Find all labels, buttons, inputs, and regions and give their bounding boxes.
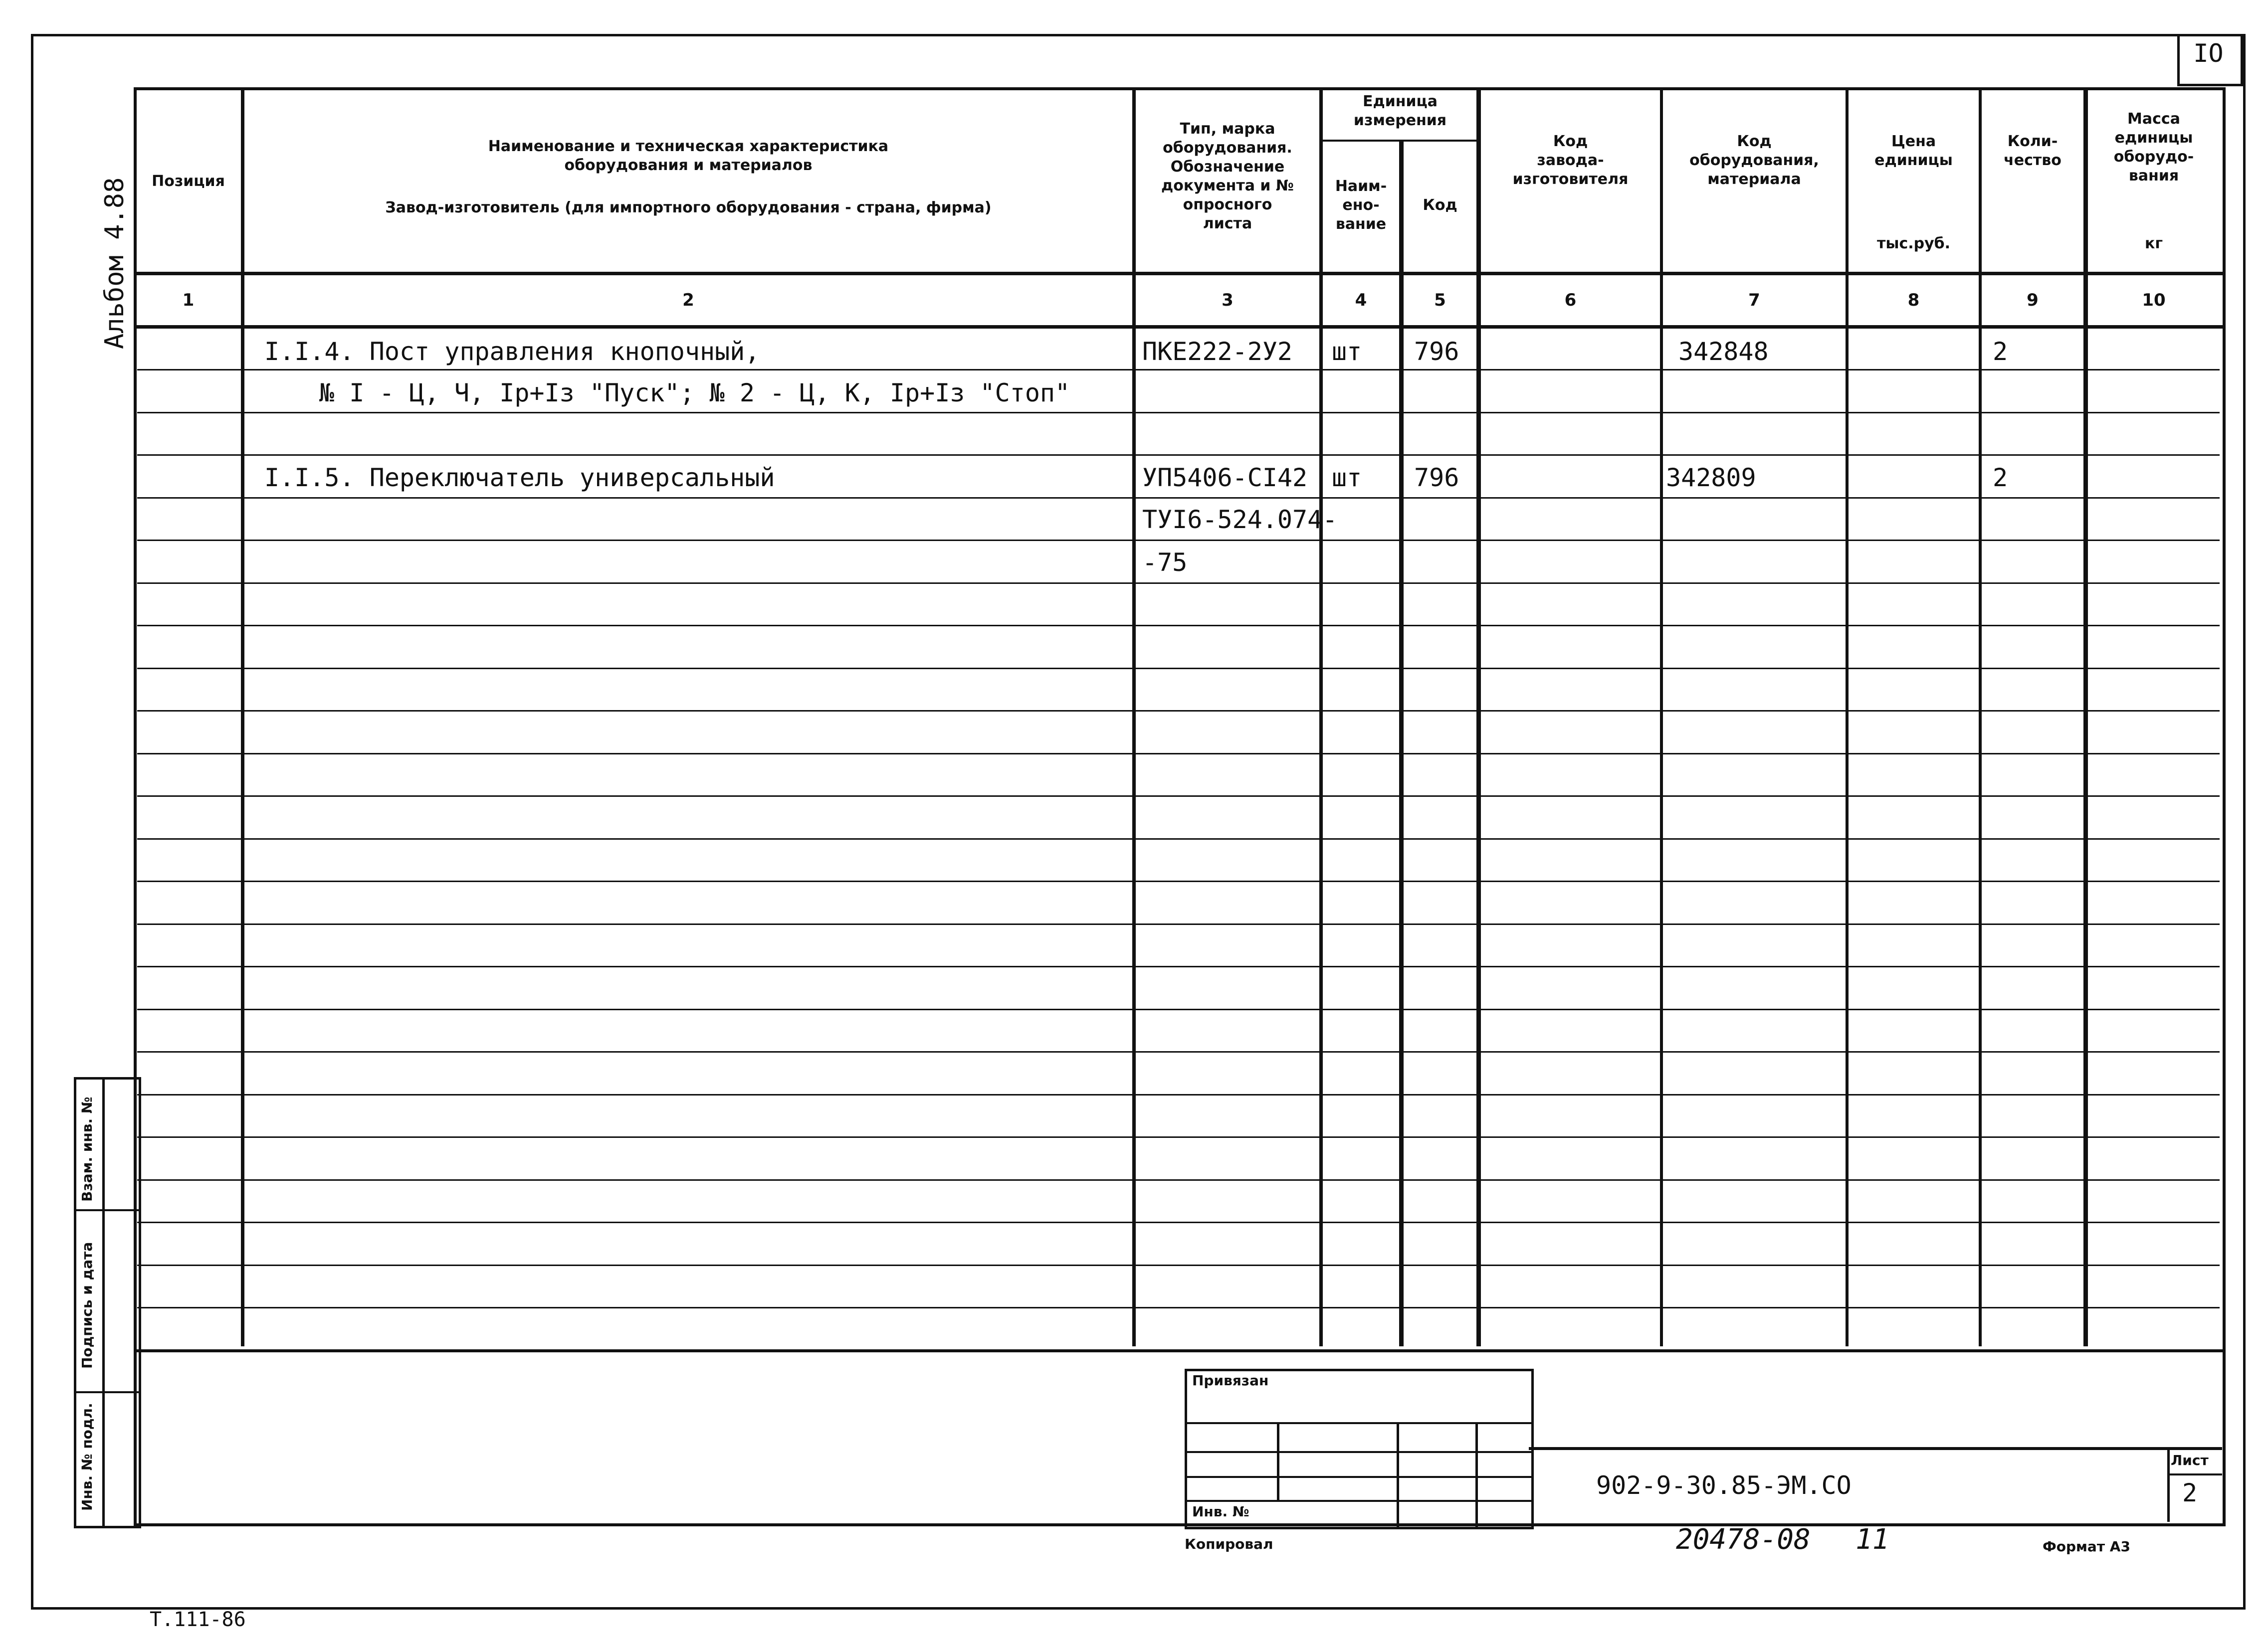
colnum-2: 2 [682,290,694,310]
inv-no-label: Инв. № [1192,1503,1249,1520]
colnum-9: 9 [2027,290,2039,310]
header-quantity: Коли- чество [2004,133,2062,169]
row-rule [137,966,2220,967]
row-rule [137,1179,2220,1181]
header-unit-code: Код [1423,196,1457,214]
row-rule [137,1009,2220,1010]
privyazan-label: Привязан [1192,1372,1269,1389]
colnum-3: 3 [1222,290,1234,310]
row3-unit: шт [1332,463,1362,492]
colnum-1: 1 [182,290,195,310]
format-label: Формат А3 [2043,1538,2130,1555]
stamp-original-inv: Инв. № подл. [79,1403,95,1511]
row4-type: ТУI6-524.074- [1142,505,1338,534]
sheet-label: Лист [2171,1452,2209,1468]
header-position: Позиция [152,173,225,190]
album-label: Альбом 4.88 [100,177,130,349]
colnum-7: 7 [1748,290,1760,310]
colnum-10: 10 [2142,290,2166,310]
row-rule [137,795,2220,797]
header-name-line1: Наименование и техническая характеристика [488,138,889,155]
corner-number: IO [2193,39,2224,68]
row1-code: 796 [1414,337,1459,366]
header-factory-code: Код завода- изготовителя [1512,133,1629,188]
row-rule [137,1307,2220,1308]
row1-unit: шт [1332,337,1362,366]
row3-code: 796 [1414,463,1459,492]
row-rule [137,1136,2220,1138]
stamp-signature-date: Подпись и дата [79,1242,95,1369]
row3-qty: 2 [1993,463,2008,492]
header-unit-name: Наим- ено- вание [1335,178,1387,233]
header-name-line2: оборудования и материалов [564,157,813,174]
title-block [134,1346,2226,1526]
main-table [134,87,2226,1352]
row-rule [137,1222,2220,1223]
row1-qty: 2 [1993,337,2008,366]
row3-type: УП5406-СI42 [1142,463,1308,492]
row-rule [137,625,2220,626]
row2-name: № I - Ц, Ч, Ip+Iз "Пуск"; № 2 - Ц, К, Ip+Iз "Стоп" [319,378,1070,407]
row-rule [137,412,2220,413]
doc-code: 902-9-30.85-ЭМ.СО [1596,1471,1852,1500]
row-rule [137,838,2220,840]
footer-code: Т.111-86 [150,1608,246,1631]
row-rule [137,710,2220,712]
colnum-5: 5 [1434,290,1446,310]
header-name-line3: Завод-изготовитель (для импортного оборудования - страна, фирма) [385,199,992,216]
row-rule [137,1051,2220,1053]
row1-type: ПКЕ222-2У2 [1142,337,1293,366]
row-rule [137,881,2220,882]
header-mass: Масса единицы оборудо- вания [2113,110,2194,184]
colnum-6: 6 [1564,290,1577,310]
header-price: Цена единицы [1874,133,1953,169]
row-rule [137,369,2220,370]
header-mass-unit: кг [2144,235,2163,252]
header-material-code: Код оборудования, материала [1689,133,1819,188]
header-type: Тип, марка оборудования. Обозначение документа и № опросного листа [1161,120,1294,232]
colnum-4: 4 [1355,290,1367,310]
row1-mat-code: 342848 [1678,337,1769,366]
row-rule [137,497,2220,499]
row-rule [137,668,2220,669]
row3-mat-code: 342809 [1666,463,1756,492]
header-unit-group: Единица измерения [1353,93,1447,129]
row-rule [137,923,2220,925]
header-price-unit: тыс.руб. [1876,235,1951,252]
row-rule [137,582,2220,584]
row-rule [137,540,2220,541]
row-rule [137,1094,2220,1096]
row-rule [137,753,2220,754]
handwritten-number: 20478-08 [1676,1523,1811,1556]
row-rule [137,1265,2220,1266]
handwritten-extra: 11 [1856,1523,1889,1556]
sheet-number: 2 [2182,1478,2198,1507]
row3-name: I.I.5. Переключатель универсальный [264,463,775,492]
row-rule [137,454,2220,456]
colnum-8: 8 [1907,290,1920,310]
stamp-replacement-inv: Взам. инв. № [79,1097,95,1202]
row5-type: -75 [1142,548,1188,577]
row1-name: I.I.4. Пост управления кнопочный, [264,337,760,366]
copied-label: Копировал [1185,1536,1273,1552]
